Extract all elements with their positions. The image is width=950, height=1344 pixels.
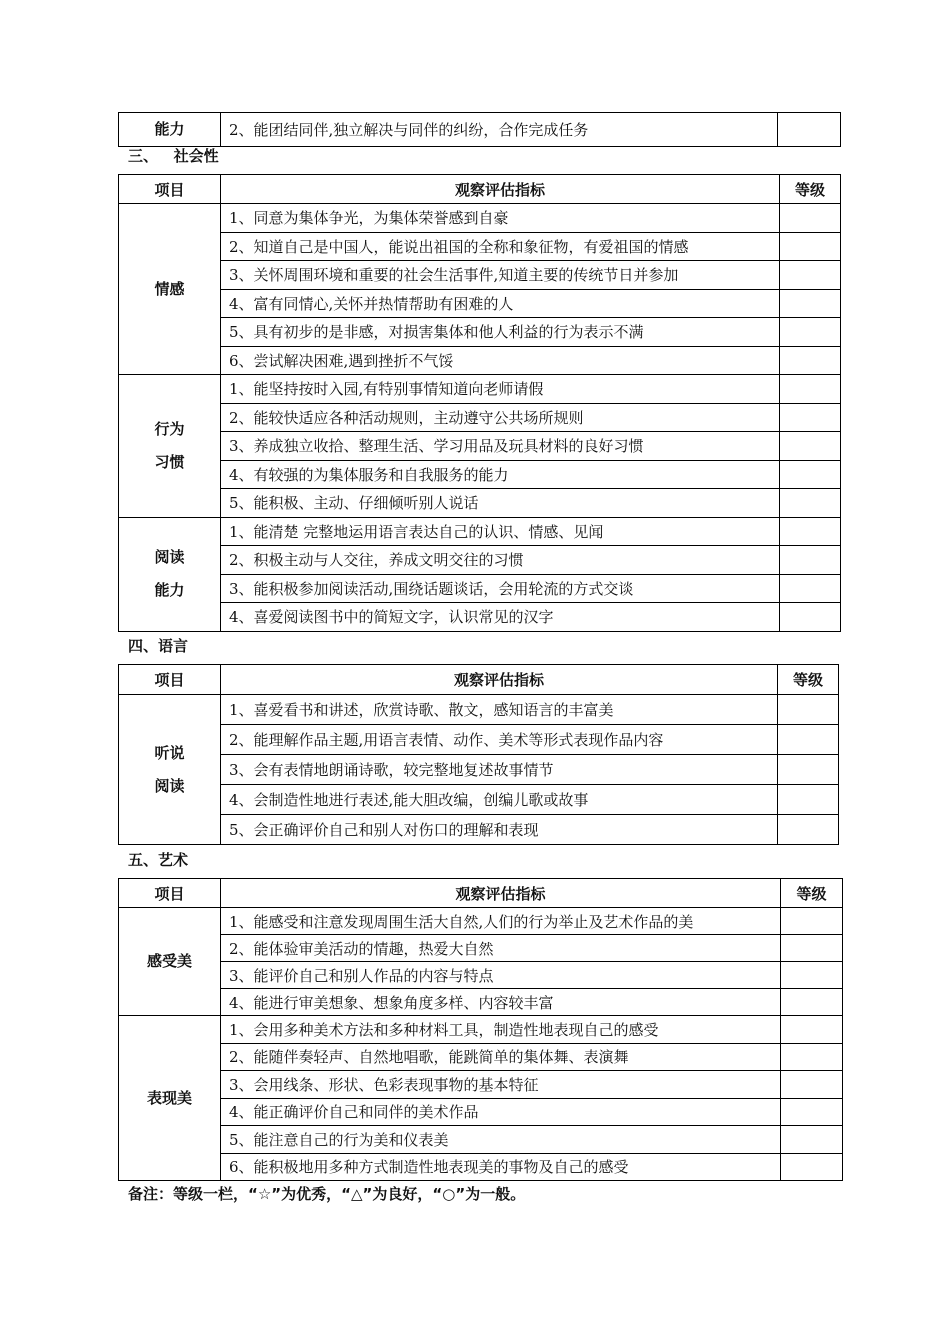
social-table [118, 174, 841, 632]
header-indicator: 观察评估指标 [221, 175, 780, 204]
grade-cell[interactable] [780, 603, 841, 632]
indicator-cell: 3、能评价自己和别人作品的内容与特点 [221, 962, 781, 989]
category-reading-ability: 阅读 能力 [119, 517, 221, 631]
header-grade: 等级 [780, 175, 841, 204]
indicator-cell: 6、能积极地用多种方式制造性地表现美的事物及自己的感受 [221, 1153, 781, 1181]
indicator-cell: 4、会制造性地进行表述,能大胆改编，创编儿歌或故事 [221, 785, 778, 815]
indicator-cell: 2、知道自己是中国人，能说出祖国的全称和象征物，有爱祖国的情感 [221, 232, 780, 261]
grade-cell[interactable] [781, 1153, 843, 1181]
table-row [119, 1126, 843, 1154]
header-grade: 等级 [778, 665, 839, 695]
section-heading-social: 三、 社会性 [128, 147, 219, 165]
indicator-cell: 2、能较快适应各种活动规则，主动遵守公共场所规则 [221, 403, 780, 432]
table-header-row [119, 665, 839, 695]
indicator-cell: 1、同意为集体争光，为集体荣誉感到自豪 [221, 204, 780, 233]
grade-cell[interactable] [781, 962, 843, 989]
grade-cell[interactable] [778, 725, 839, 755]
category-listening-reading: 听说 阅读 [119, 695, 221, 845]
grade-cell[interactable] [778, 755, 839, 785]
table-header-row [119, 175, 841, 204]
indicator-cell: 1、喜爱看书和讲述，欣赏诗歌、散文，感知语言的丰富美 [221, 695, 778, 725]
indicator-cell: 2、能团结同伴,独立解决与同伴的纠纷，合作完成任务 [221, 113, 778, 147]
grade-cell[interactable] [780, 574, 841, 603]
table-row [119, 546, 841, 575]
table-row [119, 1043, 843, 1071]
header-indicator: 观察评估指标 [221, 879, 781, 908]
indicator-cell: 2、能理解作品主题,用语言表情、动作、美术等形式表现作品内容 [221, 725, 778, 755]
category-cell: 能力 [119, 113, 221, 147]
table-row [119, 432, 841, 461]
indicator-cell: 3、能积极参加阅读活动,围绕话题谈话，会用轮流的方式交谈 [221, 574, 780, 603]
table-row [119, 346, 841, 375]
indicator-cell: 4、有较强的为集体服务和自我服务的能力 [221, 460, 780, 489]
indicator-cell: 5、能注意自己的行为美和仪表美 [221, 1126, 781, 1154]
grade-cell[interactable] [780, 346, 841, 375]
category-emotion: 情感 [119, 204, 221, 375]
indicator-cell: 5、具有初步的是非感，对损害集体和他人利益的行为表示不满 [221, 318, 780, 347]
category-express-beauty: 表现美 [119, 1016, 221, 1181]
indicator-cell: 6、尝试解决困难,遇到挫折不气馁 [221, 346, 780, 375]
table-row [119, 574, 841, 603]
category-feel-beauty: 感受美 [119, 908, 221, 1016]
table-row [119, 1016, 843, 1044]
header-grade: 等级 [781, 879, 843, 908]
indicator-cell: 5、能积极、主动、仔细倾听别人说话 [221, 489, 780, 518]
table-row [119, 908, 843, 935]
grade-cell[interactable] [780, 517, 841, 546]
indicator-cell: 3、会用线条、形状、色彩表现事物的基本特征 [221, 1071, 781, 1099]
continuation-table [118, 112, 841, 147]
table-row [119, 785, 839, 815]
grade-cell[interactable] [778, 113, 841, 147]
grade-cell[interactable] [781, 989, 843, 1016]
indicator-cell: 1、会用多种美术方法和多种材料工具，制造性地表现自己的感受 [221, 1016, 781, 1044]
indicator-cell: 4、能正确评价自己和同伴的美术作品 [221, 1098, 781, 1126]
grade-cell[interactable] [778, 785, 839, 815]
indicator-cell: 2、能随伴奏轻声、自然地唱歌，能跳简单的集体舞、表演舞 [221, 1043, 781, 1071]
header-item: 项目 [119, 175, 221, 204]
table-row [119, 962, 843, 989]
grade-cell[interactable] [780, 403, 841, 432]
grade-cell[interactable] [781, 1071, 843, 1099]
header-item: 项目 [119, 665, 221, 695]
indicator-cell: 1、能坚持按时入园,有特别事情知道向老师请假 [221, 375, 780, 404]
grade-cell[interactable] [781, 935, 843, 962]
table-row [119, 1098, 843, 1126]
table-row [119, 603, 841, 632]
table-row [119, 460, 841, 489]
table-row [119, 989, 843, 1016]
grade-cell[interactable] [781, 1098, 843, 1126]
indicator-cell: 1、能清楚 完整地运用语言表达自己的认识、情感、见闻 [221, 517, 780, 546]
indicator-cell: 2、积极主动与人交往，养成文明交往的习惯 [221, 546, 780, 575]
table-row [119, 1153, 843, 1181]
table-row [119, 232, 841, 261]
table-row [119, 375, 841, 404]
table-header-row [119, 879, 843, 908]
table-row [119, 318, 841, 347]
indicator-cell: 1、能感受和注意发现周围生活大自然,人们的行为举止及艺术作品的美 [221, 908, 781, 935]
grade-cell[interactable] [780, 204, 841, 233]
table-row [119, 403, 841, 432]
section-heading-art: 五、艺术 [128, 851, 189, 869]
grade-cell[interactable] [780, 489, 841, 518]
art-table [118, 878, 843, 1181]
grade-cell[interactable] [780, 460, 841, 489]
table-row [119, 289, 841, 318]
indicator-cell: 5、会正确评价自己和别人对伤口的理解和表现 [221, 815, 778, 845]
table-row [119, 935, 843, 962]
indicator-cell: 3、养成独立收拾、整理生活、学习用品及玩具材料的良好习惯 [221, 432, 780, 461]
indicator-cell: 4、喜爱阅读图书中的简短文字，认识常见的汉字 [221, 603, 780, 632]
indicator-cell: 4、能进行审美想象、想象角度多样、内容较丰富 [221, 989, 781, 1016]
header-item: 项目 [119, 879, 221, 908]
category-habits: 行为 习惯 [119, 375, 221, 518]
language-table [118, 664, 839, 845]
grade-cell[interactable] [781, 1043, 843, 1071]
grade-cell[interactable] [780, 546, 841, 575]
indicator-cell: 3、关怀周围环境和重要的社会生活事件,知道主要的传统节日并参加 [221, 261, 780, 290]
grade-cell[interactable] [780, 261, 841, 290]
table-row [119, 1071, 843, 1099]
grade-cell[interactable] [781, 1016, 843, 1044]
grade-cell[interactable] [781, 1126, 843, 1154]
table-row [119, 489, 841, 518]
section-heading-language: 四、语言 [128, 637, 189, 655]
grade-cell[interactable] [780, 432, 841, 461]
table-row [119, 725, 839, 755]
grade-cell[interactable] [778, 695, 839, 725]
table-row [119, 695, 839, 725]
grading-note: 备注：等级一栏，“☆”为优秀，“△”为良好，“○”为一般。 [128, 1185, 526, 1203]
grade-cell[interactable] [780, 318, 841, 347]
table-row [119, 261, 841, 290]
grade-cell[interactable] [781, 908, 843, 935]
grade-cell[interactable] [780, 289, 841, 318]
indicator-cell: 4、富有同情心,关怀并热情帮助有困难的人 [221, 289, 780, 318]
table-row [119, 517, 841, 546]
table-row [119, 815, 839, 845]
header-indicator: 观察评估指标 [221, 665, 778, 695]
table-row [119, 113, 841, 147]
grade-cell[interactable] [780, 375, 841, 404]
table-row [119, 755, 839, 785]
indicator-cell: 3、会有表情地朗诵诗歌，较完整地复述故事情节 [221, 755, 778, 785]
grade-cell[interactable] [778, 815, 839, 845]
indicator-cell: 2、能体验审美活动的情趣，热爱大自然 [221, 935, 781, 962]
table-row [119, 204, 841, 233]
grade-cell[interactable] [780, 232, 841, 261]
